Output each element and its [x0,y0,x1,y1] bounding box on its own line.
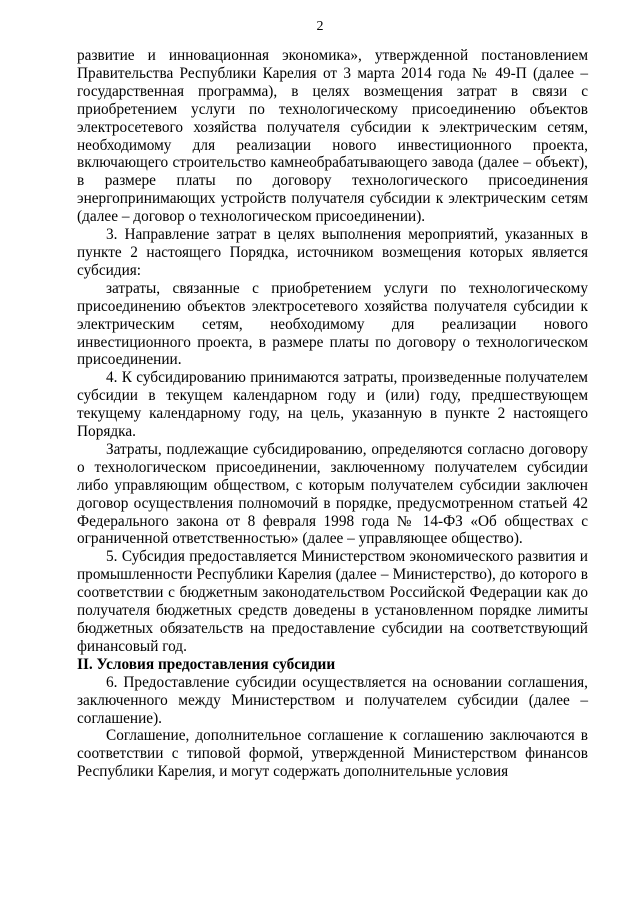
paragraph-item-5: 5. Субсидия предоставляется Министерством экономического развития и промышленности Республики Карелия (далее – Министерство), до которого в соответствии с бюджетным законодательством Российской Федерации как до получателя бюджетных средств доведены в установленном порядке лимиты бюджетных обязательств на предоставление субсидии на соответствующий финансовый год. [77,548,588,655]
paragraph-costs-subsidy: Затраты, подлежащие субсидированию, определяются согласно договору о технологическом присоединении, заключенному получателем субсидии либо управляющим обществом, с которым получателем субсидии заключен договор осуществления полномочий в порядке, предусмотренном статьей 42 Федерального закона от 8 февраля 1998 года № 14-ФЗ «Об обществах с ограниченной ответственностью» (далее – управляющее общество). [77,440,588,548]
page-number: 2 [316,19,324,34]
paragraph-agreement: Соглашение, дополнительное соглашение к соглашению заключаются в соответствии с типовой формой, утвержденной Министерством финансов Республики Карелия, и могут содержать дополнительные условия [77,727,588,781]
paragraph-costs: затраты, связанные с приобретением услуги по технологическому присоединению объектов электросетевого хозяйства получателя субсидии к электрическим сетям, необходимому для реализации нового инвестиционного проекта, в размере платы по договору о технологическом присоединении. [77,279,588,369]
paragraph-item-3: 3. Направление затрат в целях выполнения мероприятий, указанных в пункте 2 настоящего Порядка, источником возмещения которых является субсидия: [77,226,588,279]
paragraph-item-4: 4. К субсидированию принимаются затраты, произведенные получателем субсидии в текущем календарном году и (или) году, предшествующем текущему календарному году, на цель, указанную в пункте 2 настоящего Порядка. [77,369,588,441]
document-body [77,47,588,781]
section-heading: II. Условия предоставления субсидии [77,655,336,673]
paragraph-continuation: развитие и инновационная экономика», утвержденной постановлением Правительства Республики Карелия от 3 марта 2014 года № 49-П (далее – государственная программа), в целях возмещения затрат в связи с приобретением услуги по технологическому присоединению объектов электросетевого хозяйства получателя субсидии к электрическим сетям, необходимому для реализации нового инвестиционного проекта, включающего строительство камнеобрабатывающего завода (далее – объект), в размере платы по договору технологического присоединения энергопринимающих устройств получателя субсидии к электрическим сетям (далее – договор о технологическом присоединении). [77,47,588,226]
paragraph-item-6: 6. Предоставление субсидии осуществляется на основании соглашения, заключенного между Министерством и получателем субсидии (далее – соглашение). [77,673,588,727]
